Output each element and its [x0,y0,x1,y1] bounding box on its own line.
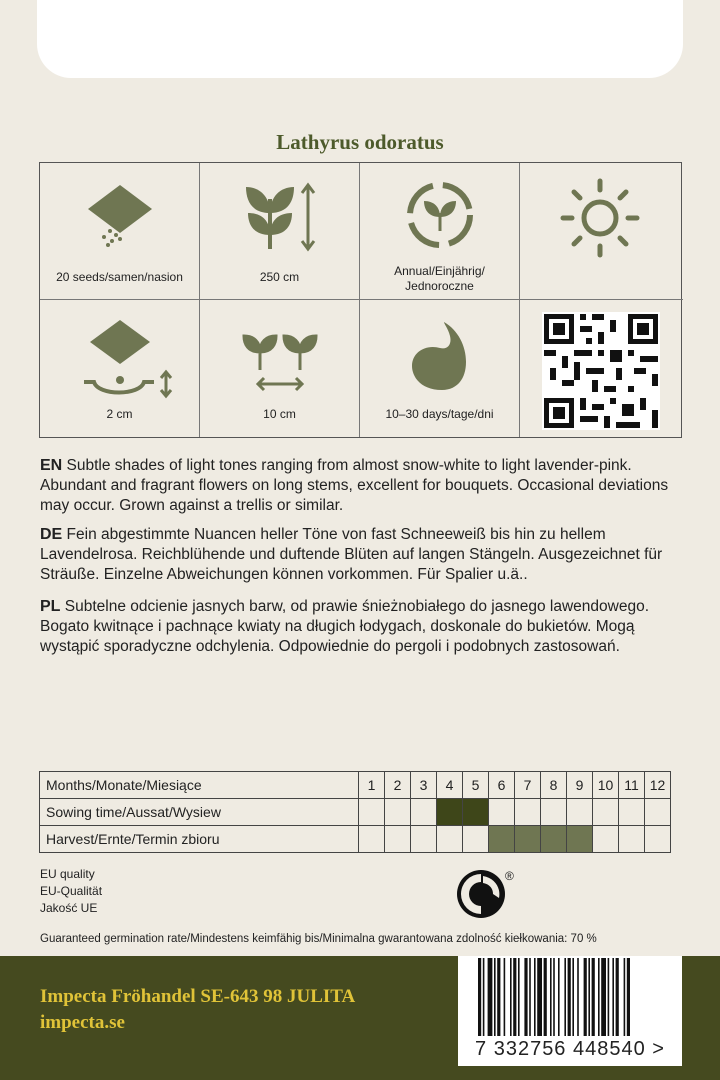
harvest-month-12 [645,826,671,853]
barcode [458,956,682,1066]
description-pl-text: Subtelne odcienie jasnych barw, od prawie śnieżnobiałego do jasnego lawendowego. Bogato kwitnące i pachnące kwiaty na długich łodygach, doskonale do bukietów. Mogą wystąpić sporadyczne odchylenia. Odpowiednie do pergoli i podobnych zastosowań. [40,598,650,655]
harvest-month-1 [359,826,385,853]
month-6: 6 [489,772,515,799]
calendar-harvest-row [40,826,671,853]
depth-cell [40,300,200,437]
month-1: 1 [359,772,385,799]
sowing-month-4 [437,799,463,826]
ean-barcode-icon [458,956,682,1040]
harvest-month-7 [515,826,541,853]
month-8: 8 [541,772,567,799]
germination-cell [360,300,520,437]
harvest-month-6 [489,826,515,853]
harvest-month-3 [411,826,437,853]
registered-mark: ® [505,869,514,883]
month-11: 11 [619,772,645,799]
harvest-month-9 [567,826,593,853]
harvest-month-10 [593,826,619,853]
harvest-month-2 [385,826,411,853]
month-2: 2 [385,772,411,799]
sowing-month-1 [359,799,385,826]
sowing-label: Sowing time/Aussat/Wysiew [40,799,359,826]
description-en-text: Subtle shades of light tones ranging from almost snow-white to light lavender-pink. Abundant and fragrant flowers on long stems, excellent for bouquets. Occasional deviations may occur. Grown against a trellis or similar. [40,457,669,514]
quality-pl: Jakość UE [40,901,98,915]
sowing-calendar [39,771,671,853]
height-label: 250 cm [259,270,300,284]
sowing-depth-icon [40,300,200,410]
sowing-month-6 [489,799,515,826]
quality-de: EU-Qualität [40,884,103,898]
description-de-text: Fein abgestimmte Nuancen heller Töne von fast Schneeweiß bis hin zu hellem Lavendelrosa. Reichblühende und duftende Blüten auf langen Stängeln. Ausgezeichnet für Sträuße. Einzelne Abweichungen können vorkommen. Für Spalier u.ä.. [40,526,663,583]
germination-icon [360,300,520,410]
plant-spacing-icon [200,300,360,410]
seeds-cell [40,163,200,300]
harvest-label: Harvest/Ernte/Termin zbioru [40,826,359,853]
quality-en: EU quality [40,867,95,881]
sowing-month-7 [515,799,541,826]
depth-label: 2 cm [106,407,133,421]
hang-tab-cutout [37,0,683,78]
spacing-cell [200,300,360,437]
company-address: Impecta Fröhandel SE-643 98 JULITA [40,986,356,1007]
seed-packet-icon [40,163,200,273]
sun-icon [520,163,680,273]
description-de [40,525,685,585]
green-dot-recycling-icon [455,866,525,926]
calendar-months-row [40,772,671,799]
company-website[interactable]: impecta.se [40,1012,125,1033]
annual-cycle-icon [360,163,520,263]
sowing-month-10 [593,799,619,826]
month-5: 5 [463,772,489,799]
month-7: 7 [515,772,541,799]
calendar-sowing-row [40,799,671,826]
month-4: 4 [437,772,463,799]
info-grid [39,162,682,438]
harvest-month-11 [619,826,645,853]
barcode-number: 7 332756 448540 > [475,1038,665,1060]
sun-cell [520,163,683,300]
sowing-month-12 [645,799,671,826]
harvest-month-8 [541,826,567,853]
harvest-month-4 [437,826,463,853]
germination-rate: Guaranteed germination rate/Mindestens keimfähig bis/Minimalna gwarantowana zdolność kiełkowania: 70 % [40,933,597,945]
sowing-month-11 [619,799,645,826]
sowing-month-8 [541,799,567,826]
month-3: 3 [411,772,437,799]
months-label: Months/Monate/Miesiące [40,772,359,799]
lifecycle-label-1: Annual/Einjährig/ [394,264,485,278]
seeds-label: 20 seeds/samen/nasion [56,270,183,284]
qr-code-icon[interactable] [520,300,680,437]
lifecycle-label-2: Jednoroczne [405,279,474,293]
sowing-month-9 [567,799,593,826]
month-9: 9 [567,772,593,799]
lang-code-pl: PL [40,598,61,615]
lang-code-en: EN [40,457,63,474]
description-pl [40,597,685,657]
month-12: 12 [645,772,671,799]
plant-height-icon [200,163,360,273]
description-en [40,456,685,516]
spacing-label: 10 cm [263,407,296,421]
qr-cell [520,300,683,437]
lang-code-de: DE [40,526,63,543]
sowing-month-5 [463,799,489,826]
sowing-month-3 [411,799,437,826]
latin-name: Lathyrus odoratus [276,130,444,154]
harvest-month-5 [463,826,489,853]
lifecycle-cell [360,163,520,300]
germination-label: 10–30 days/tage/dni [385,407,494,421]
sowing-month-2 [385,799,411,826]
height-cell [200,163,360,300]
month-10: 10 [593,772,619,799]
